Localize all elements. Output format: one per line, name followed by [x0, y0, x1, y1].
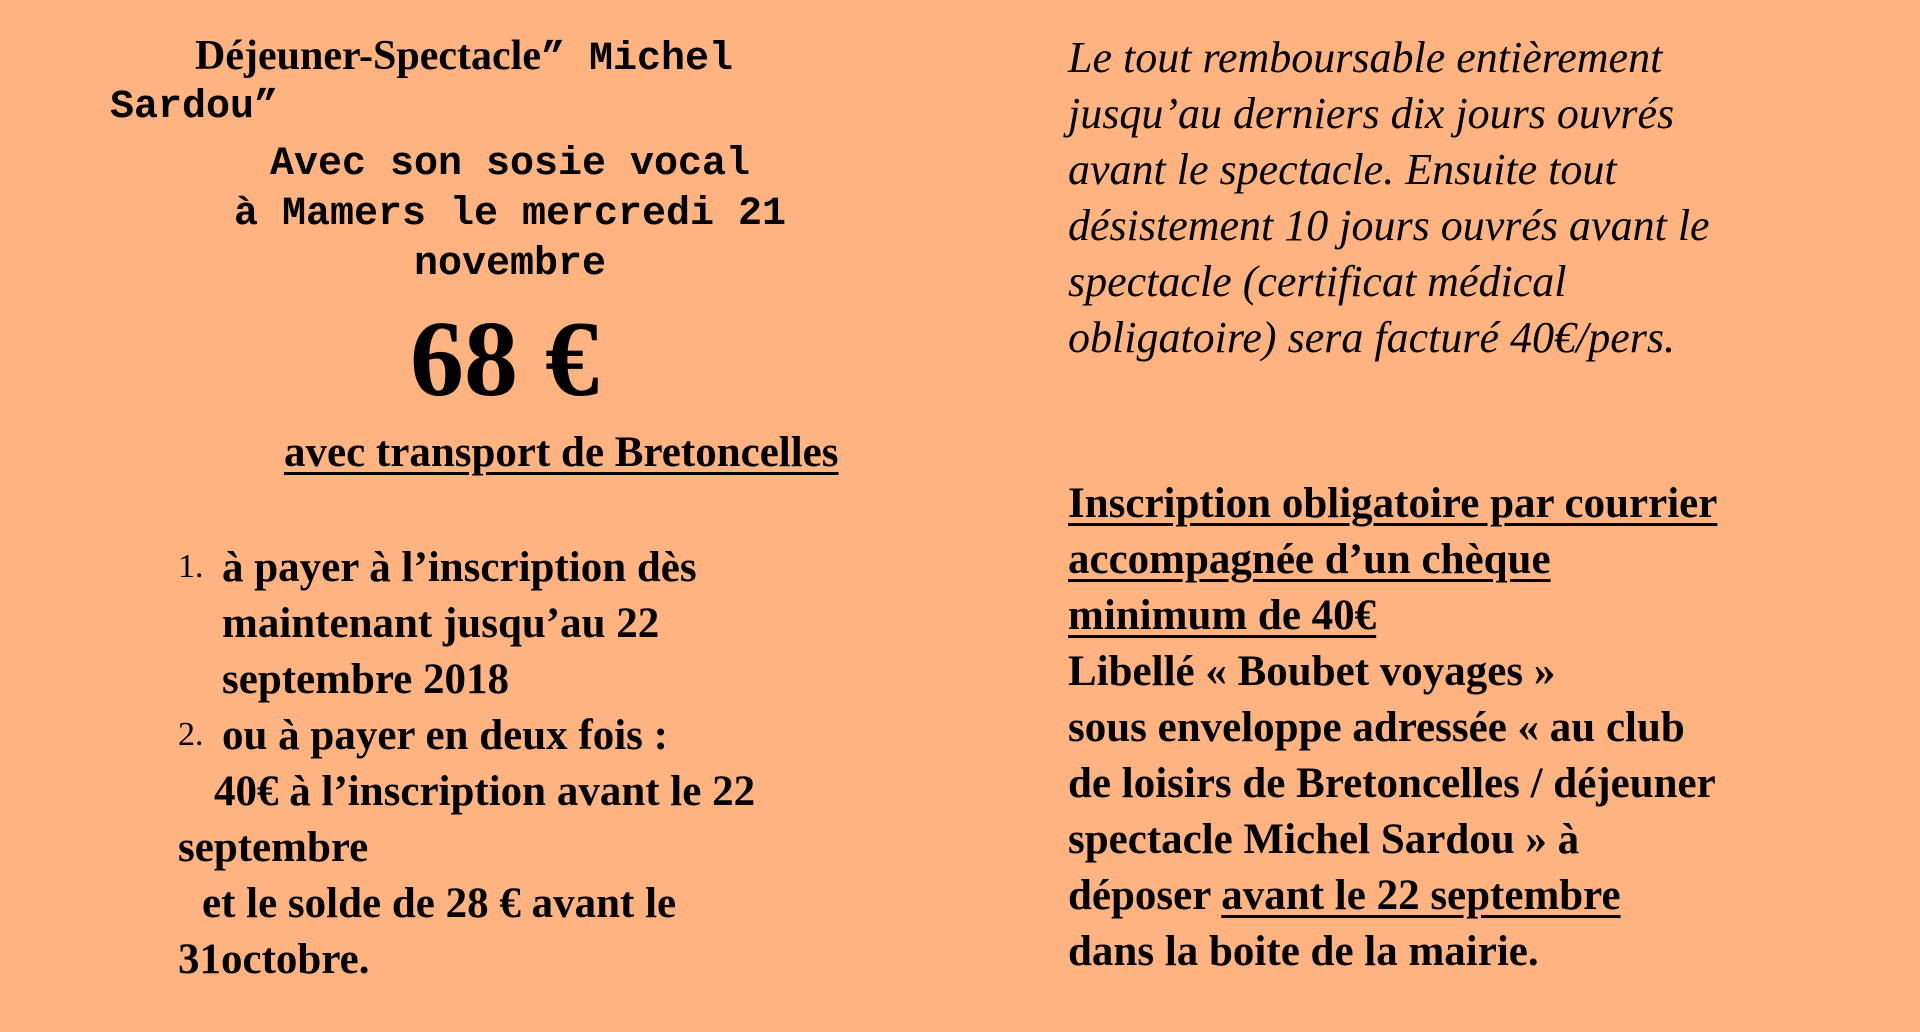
event-title-line-2: Sardou”: [110, 85, 279, 130]
location-date-line: à Mamers le mercredi 21: [233, 192, 787, 237]
list-item-1-line-1: à payer à l’inscription dès: [222, 544, 697, 591]
enveloppe-line-3: spectacle Michel Sardou » à: [1068, 816, 1580, 863]
transport-line: avec transport de Bretoncelles: [284, 429, 839, 476]
list-item-2-line-1: ou à payer en deux fois :: [222, 712, 668, 759]
deposer-prefix: déposer: [1068, 872, 1222, 919]
list-item-2-line-2: 40€ à l’inscription avant le 22: [214, 768, 756, 815]
mairie-line: dans la boite de la mairie.: [1068, 928, 1539, 975]
sosie-line: Avec son sosie vocal: [269, 142, 751, 187]
list-number-2: 2.: [178, 716, 204, 753]
event-title-mono: ” Michel: [540, 37, 733, 82]
deposer-line: [1068, 868, 1621, 924]
event-title-serif: Déjeuner-Spectacle: [195, 33, 541, 79]
price: 68 €: [410, 300, 599, 419]
refund-line-6: obligatoire) sera facturé 40€/pers.: [1068, 313, 1675, 362]
inscription-line-1: Inscription obligatoire par courrier: [1068, 480, 1718, 527]
list-number-1: 1.: [178, 548, 204, 585]
list-item-2-line-3: septembre: [178, 824, 369, 871]
refund-line-3: avant le spectacle. Ensuite tout: [1068, 145, 1617, 194]
list-item-1-line-3: septembre 2018: [222, 656, 510, 703]
refund-line-2: jusqu’au derniers dix jours ouvrés: [1068, 89, 1675, 138]
list-item-1-line-2: maintenant jusqu’au 22: [222, 600, 660, 647]
inscription-line-3: minimum de 40€: [1068, 592, 1377, 639]
list-item-2-line-5: 31octobre.: [178, 936, 370, 983]
inscription-line-2: accompagnée d’un chèque: [1068, 536, 1551, 583]
list-item-2-line-4: et le solde de 28 € avant le: [202, 880, 677, 927]
refund-line-4: désistement 10 jours ouvrés avant le: [1068, 201, 1710, 250]
event-title-line-1: [195, 30, 733, 86]
enveloppe-line-1: sous enveloppe adressée « au club: [1068, 704, 1685, 751]
month-line: novembre: [413, 242, 607, 287]
refund-line-1: Le tout remboursable entièrement: [1068, 33, 1663, 82]
libelle-line: Libellé « Boubet voyages »: [1068, 648, 1556, 695]
refund-line-5: spectacle (certificat médical: [1068, 257, 1567, 306]
deposer-deadline: avant le 22 septembre: [1221, 872, 1621, 919]
enveloppe-line-2: de loisirs de Bretoncelles / déjeuner: [1068, 760, 1716, 807]
